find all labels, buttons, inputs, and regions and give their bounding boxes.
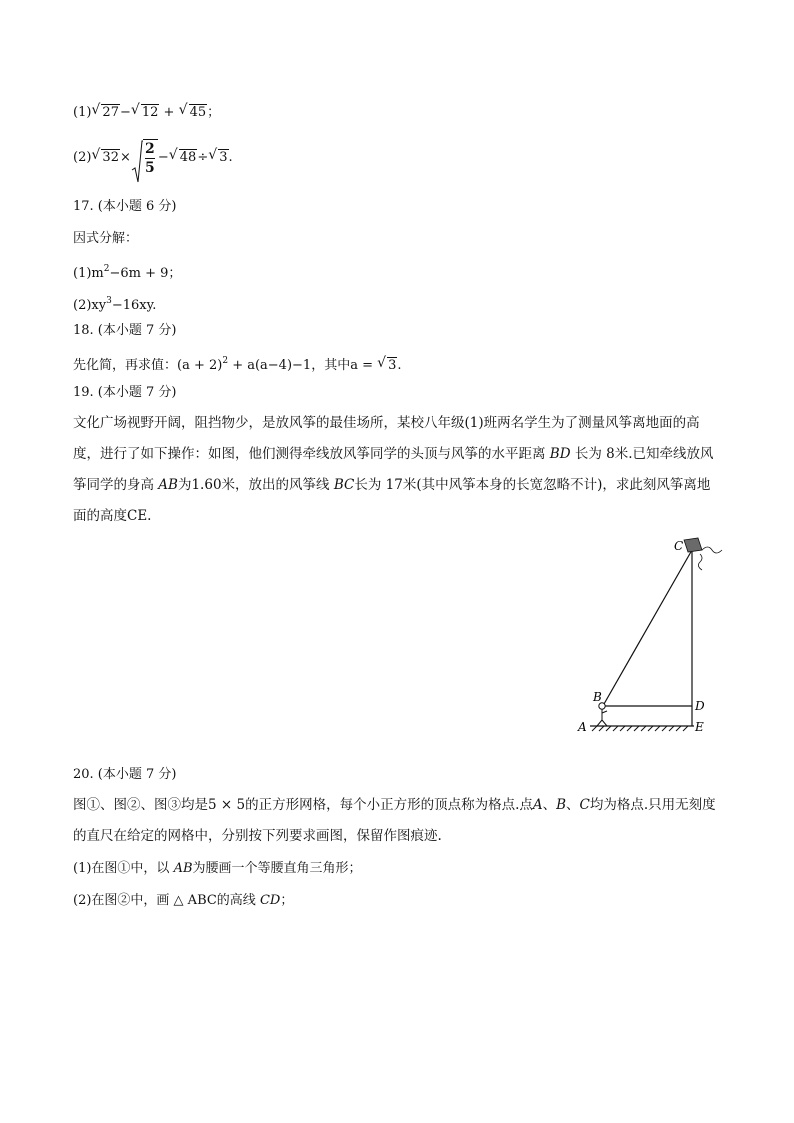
radical-sign xyxy=(131,140,143,184)
q20-body: 图①、图②、图③均是5 × 5的正方形网格，每个小正方形的顶点称为格点.点A、B、C均为格点.只用无刻度的直尺在给定的网格中，分别按下列要求画图，保留作图痕迹. xyxy=(73,797,716,844)
sqrt-27: √ 27 xyxy=(92,104,120,122)
kite-figure xyxy=(570,530,730,740)
sqrt-12: √ 12 xyxy=(132,104,160,122)
kite-string-BC xyxy=(604,550,692,704)
q16-part1: (1)√ 27−√ 12 + √ 45； xyxy=(73,104,220,122)
fraction-2-5: $\frac{2}{5}$ xyxy=(145,141,155,176)
q18-header: 18. (本小题 7 分) xyxy=(73,323,177,338)
q16-part2: (2) √ 32 × $\frac{2}{5}$ − √ 48 ÷ √ 3 . xyxy=(73,136,233,180)
sqrt-48: √ 48 xyxy=(170,137,198,179)
q17-instruction: 因式分解： xyxy=(73,231,139,246)
kite-icon xyxy=(684,538,702,552)
sqrt-3: √ 3 xyxy=(378,357,397,375)
label-A: A xyxy=(578,720,587,734)
sqrt-3: √ 3 xyxy=(209,137,228,179)
q17-part1: $(1)m^2-6m + 9$； xyxy=(73,264,182,281)
q17-part2: $(2)xy^3-16xy$. xyxy=(73,296,157,313)
q20-part1: (1)在图①中，以 AB为腰画一个等腰直角三角形； xyxy=(73,861,362,876)
q20-part2: (2)在图②中，画 △ ABC的高线 CD； xyxy=(73,893,294,908)
q19-header: 19. (本小题 7 分) xyxy=(73,385,177,400)
sqrt-32: √ 32 xyxy=(92,137,120,179)
q18-body: 先化简，再求值：$(a + 2)^2 + a(a-4)-1$，其中a = √ 3. xyxy=(73,352,402,375)
label-C: C xyxy=(674,539,684,553)
q20-header: 20. (本小题 7 分) xyxy=(73,767,177,782)
label-E: E xyxy=(695,720,704,734)
sqrt-fraction xyxy=(131,140,158,176)
label-D: D xyxy=(695,699,705,713)
q19-body: 文化广场视野开阔，阻挡物少，是放风筝的最佳场所，某校八年级(1)班两名学生为了测量风筝离地面的高度，进行了如下操作：如图，他们测得牵线放风筝同学的头顶与风筝的水平距离 BD 长为 8米.已知牵线放风筝同学的身高 AB为1.60米，放出的风筝线 BC长为 17米(其中风筝本身的长宽忽略不计)，求此刻风筝离地面的高度CE. xyxy=(73,415,714,524)
label-B: B xyxy=(593,690,602,704)
sqrt-45: √ 45 xyxy=(180,104,208,122)
ground-hatch xyxy=(592,726,688,731)
q17-header: 17. (本小题 6 分) xyxy=(73,199,177,214)
kite-tail-icon xyxy=(698,547,722,570)
